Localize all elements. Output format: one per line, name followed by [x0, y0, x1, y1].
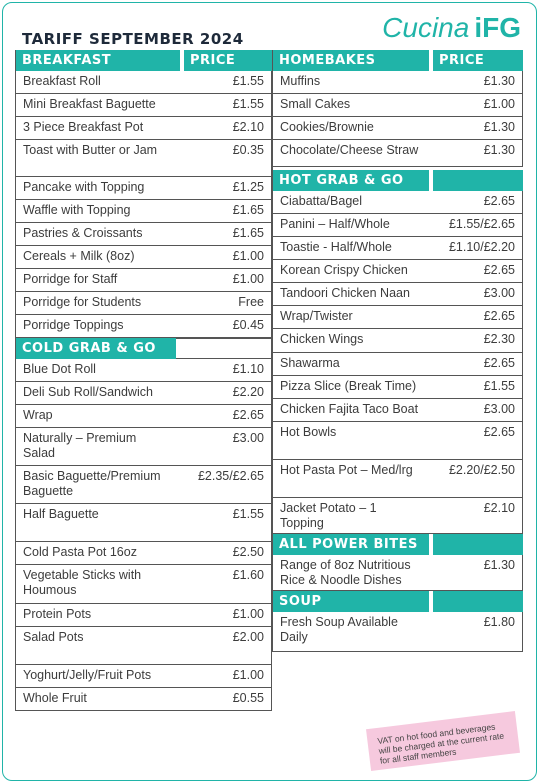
homebakes-list	[273, 71, 523, 167]
menu-row: Tandoori Chicken Naan £3.00	[273, 283, 523, 306]
menu-row: Chicken Wings £2.30	[273, 329, 523, 353]
menu-row: Chocolate/Cheese Straw £1.30	[273, 140, 523, 167]
menu-row: Fresh Soup Available Daily £1.80	[273, 612, 523, 652]
menu-row: Protein Pots £1.00	[16, 604, 272, 627]
menu-row: Porridge for Students Free	[16, 292, 272, 315]
menu-row: Yoghurt/Jelly/Fruit Pots £1.00	[16, 665, 272, 688]
menu-row: Korean Crispy Chicken £2.65	[273, 260, 523, 283]
menu-row: Pastries & Croissants £1.65	[16, 223, 272, 246]
menu-row: Wrap/Twister £2.65	[273, 306, 523, 329]
power-bites-header	[273, 534, 523, 555]
menu-row: Porridge for Staff £1.00	[16, 269, 272, 292]
menu-row: Cookies/Brownie £1.30	[273, 117, 523, 140]
hot-grab-go-list	[273, 191, 523, 534]
section-heading: HOMEBAKES	[273, 50, 429, 71]
menu-row: Shawarma £2.65	[273, 353, 523, 376]
soup-header	[273, 591, 523, 612]
soup-list	[273, 612, 523, 652]
breakfast-header	[16, 50, 272, 71]
menu-row: Vegetable Sticks with Houmous £1.60	[16, 565, 272, 604]
price-heading: PRICE	[184, 50, 272, 71]
cucina-ifg-logo: Cucina iFG	[382, 12, 521, 43]
vat-sticky-note: VAT on hot food and beverages will be charged at the current rate for all staff members	[366, 711, 520, 771]
menu-row: Basic Baguette/Premium Baguette £2.35/£2.65	[16, 466, 272, 504]
menu-row: Salad Pots £2.00	[16, 627, 272, 665]
menu-row: Naturally – Premium Salad £3.00	[16, 428, 272, 466]
section-heading: SOUP	[273, 591, 429, 612]
menu-row: Toastie - Half/Whole £1.10/£2.20	[273, 237, 523, 260]
section-heading: COLD GRAB & GO	[16, 338, 176, 359]
menu-row: Wrap £2.65	[16, 405, 272, 428]
section-heading: BREAKFAST	[16, 50, 180, 71]
menu-row: Cold Pasta Pot 16oz £2.50	[16, 542, 272, 565]
menu-row: Waffle with Topping £1.65	[16, 200, 272, 223]
menu-row: Cereals + Milk (8oz) £1.00	[16, 246, 272, 269]
menu-row: Muffins £1.30	[273, 71, 523, 94]
menu-row: Half Baguette £1.55	[16, 504, 272, 542]
menu-row: Small Cakes £1.00	[273, 94, 523, 117]
menu-row: Blue Dot Roll £1.10	[16, 359, 272, 382]
power-bites-list	[273, 555, 523, 591]
menu-row: 3 Piece Breakfast Pot £2.10	[16, 117, 272, 140]
menu-row: Ciabatta/Bagel £2.65	[273, 191, 523, 214]
menu-row: Hot Pasta Pot – Med/lrg £2.20/£2.50	[273, 460, 523, 498]
page-title: TARIFF SEPTEMBER 2024	[22, 30, 244, 48]
menu-row: Whole Fruit £0.55	[16, 688, 272, 711]
cold-grab-go-header	[16, 338, 272, 359]
price-heading: PRICE	[433, 50, 523, 71]
menu-row: Range of 8oz Nutritious Rice & Noodle Dishes £1.30	[273, 555, 523, 591]
section-heading: ALL POWER BITES	[273, 534, 429, 555]
cold-grab-go-list	[16, 359, 272, 711]
menu-row: Toast with Butter or Jam £0.35	[16, 140, 272, 177]
menu-row: Pancake with Topping £1.25	[16, 177, 272, 200]
menu-row: Pizza Slice (Break Time) £1.55	[273, 376, 523, 399]
menu-row: Chicken Fajita Taco Boat £3.00	[273, 399, 523, 422]
menu-row: Deli Sub Roll/Sandwich £2.20	[16, 382, 272, 405]
section-heading: HOT GRAB & GO	[273, 170, 429, 191]
menu-row: Hot Bowls £2.65	[273, 422, 523, 460]
menu-row: Jacket Potato – 1 Topping £2.10	[273, 498, 523, 534]
breakfast-list	[16, 71, 272, 338]
left-column	[15, 50, 272, 711]
hot-grab-go-header	[273, 170, 523, 191]
right-column	[272, 50, 523, 652]
menu-row: Porridge Toppings £0.45	[16, 315, 272, 338]
homebakes-header	[273, 50, 523, 71]
menu-row: Panini – Half/Whole £1.55/£2.65	[273, 214, 523, 237]
menu-row: Mini Breakfast Baguette £1.55	[16, 94, 272, 117]
menu-row: Breakfast Roll £1.55	[16, 71, 272, 94]
